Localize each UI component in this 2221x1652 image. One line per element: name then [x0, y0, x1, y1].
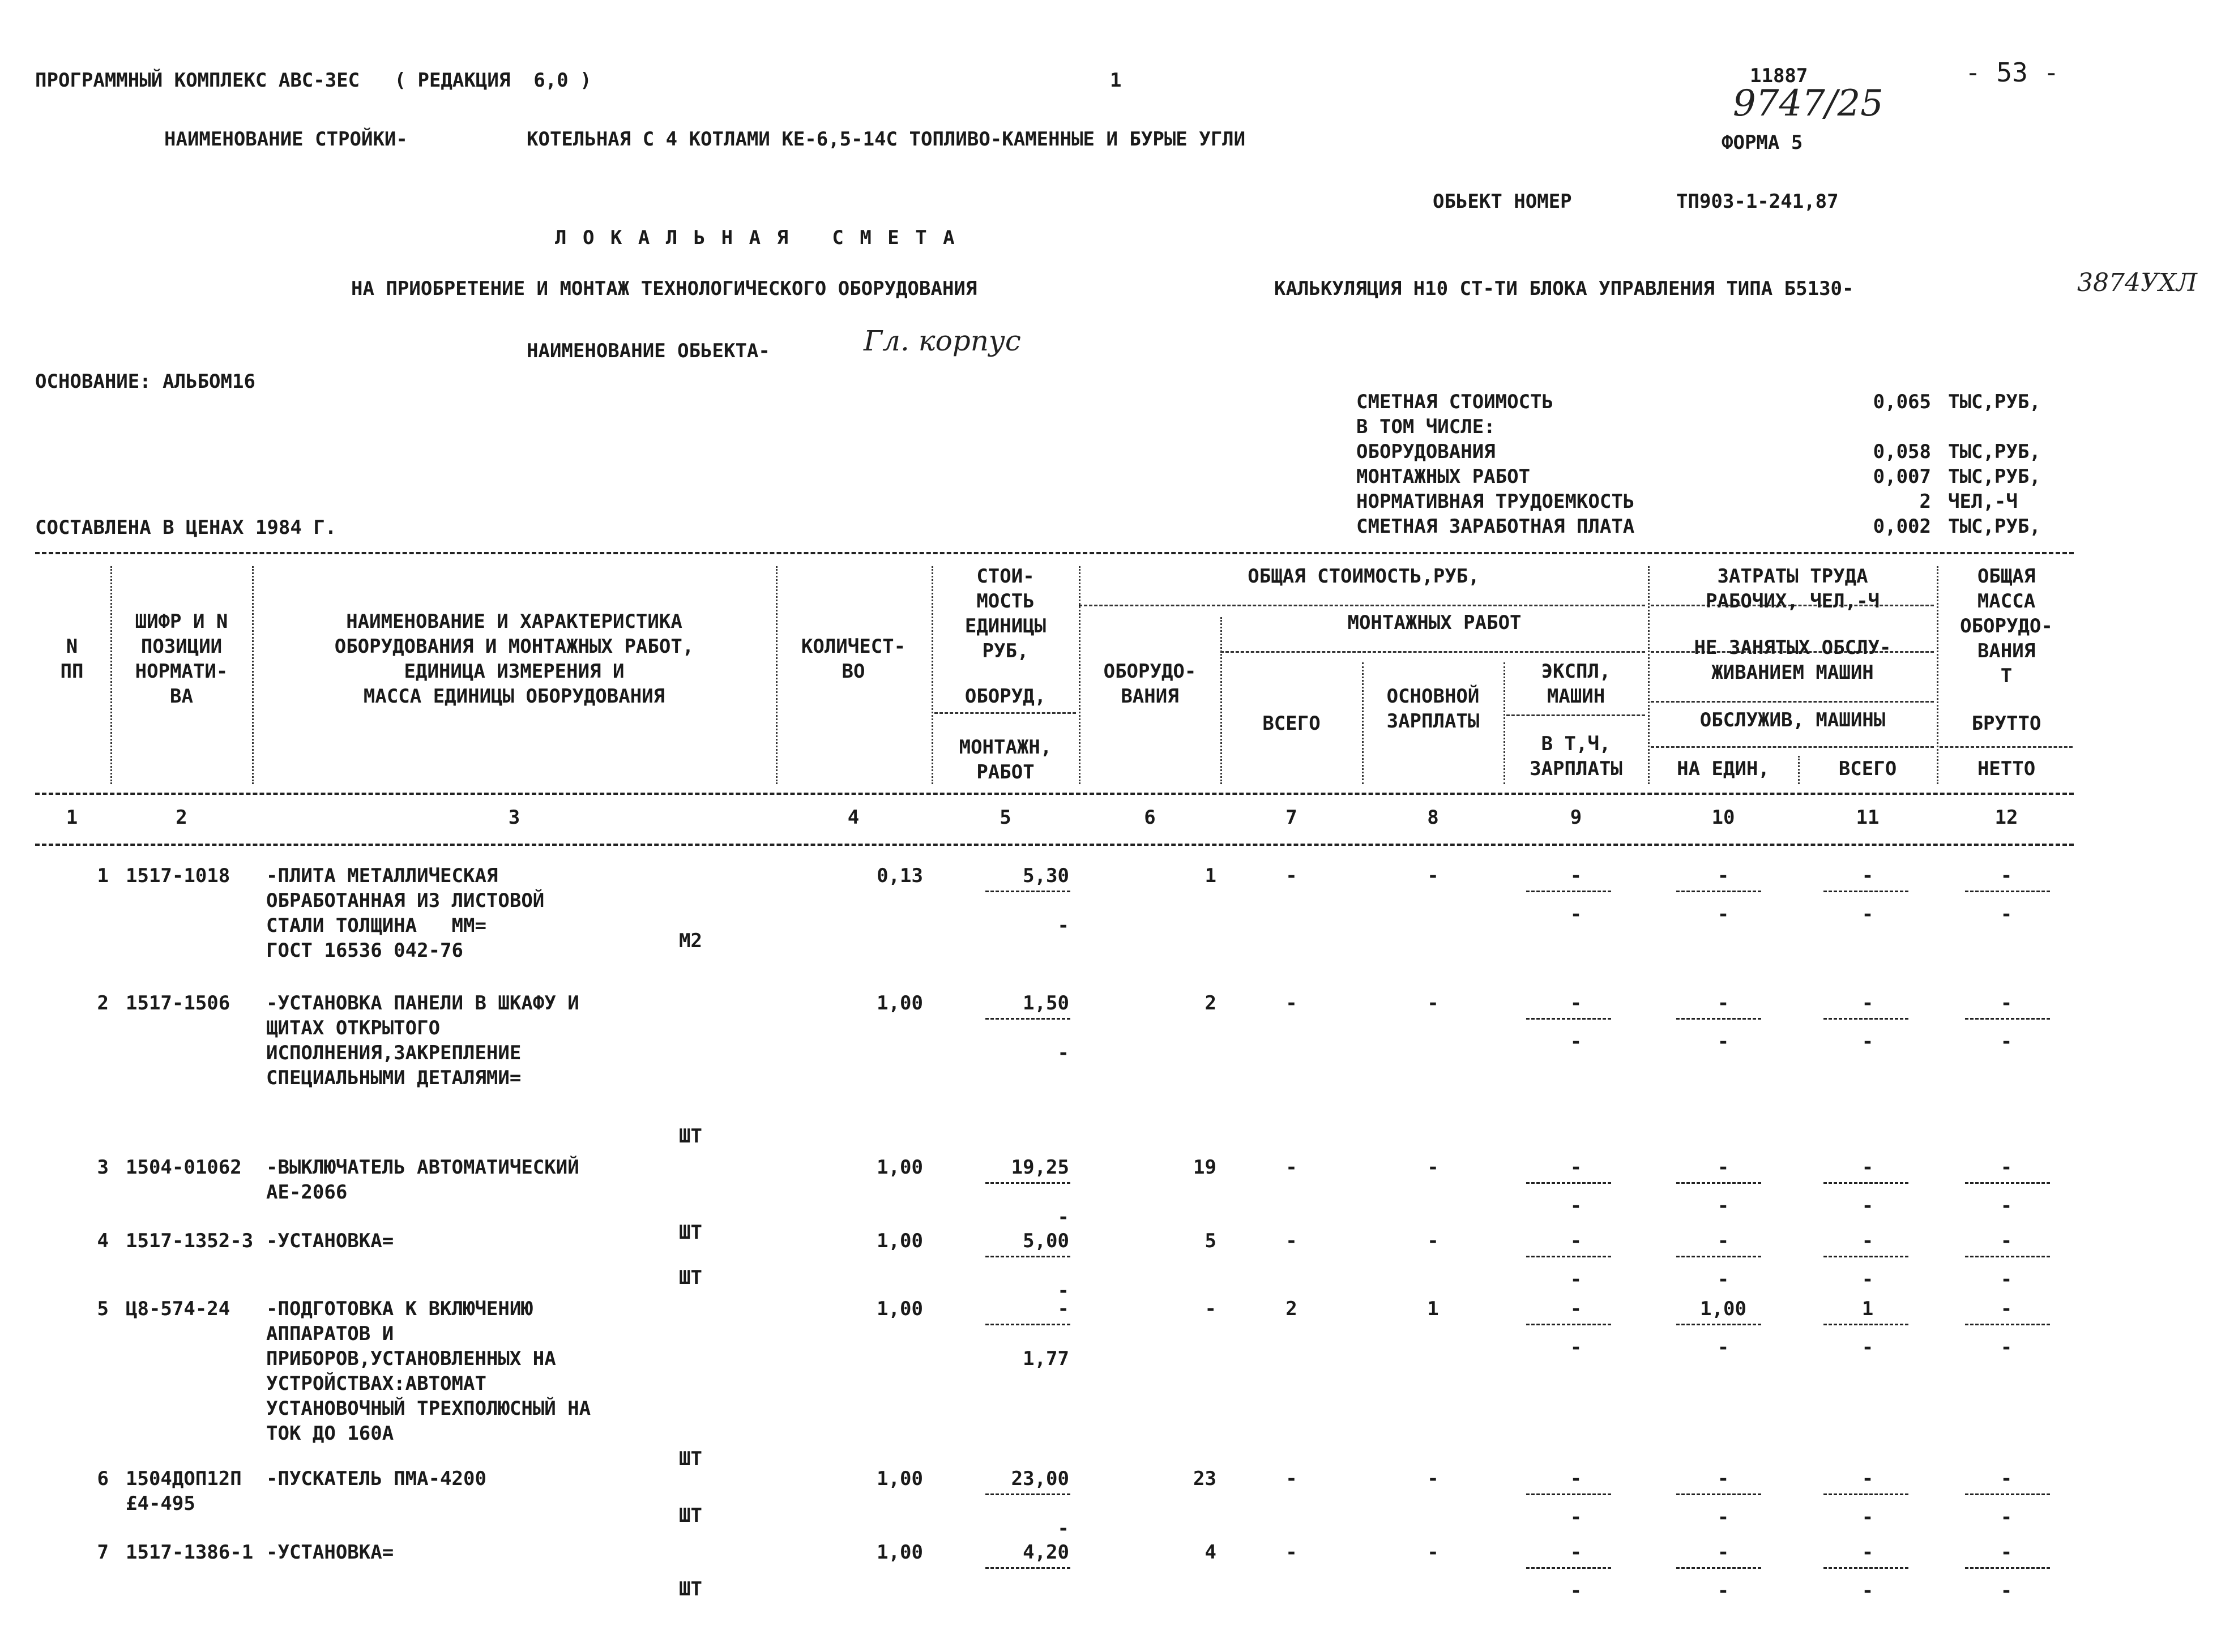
row-mass-gross: -: [2000, 1156, 2013, 1179]
row-total-equipment: 2: [1205, 992, 1216, 1015]
row-machines: -: [1570, 1541, 1582, 1564]
form-label: ФОРМА 5: [1722, 131, 1803, 154]
header-col-5-top: СТОИ- МОСТЬ ЕДИНИЦЫ РУБ,: [964, 565, 1047, 662]
cell-divider: [1676, 1567, 1761, 1569]
row-labor-per-unit: -: [1717, 864, 1729, 887]
row-name: -ПЛИТА МЕТАЛЛИЧЕСКАЯ ОБРАБОТАННАЯ ИЗ ЛИСТОВОЙ СТАЛИ ТОЛЩИНА ММ= ГОСТ 16536 042-76: [266, 864, 545, 962]
column-separator: [1220, 617, 1222, 784]
row-unit: ШТ: [679, 1578, 702, 1600]
cell-divider: [985, 1324, 1070, 1325]
row-name: -УСТАНОВКА=: [266, 1230, 394, 1252]
header-col-2: ШИФР И N ПОЗИЦИИ НОРМАТИ- ВА: [135, 610, 228, 708]
column-number: 8: [1427, 806, 1439, 829]
row-code: 1517-1352-3: [126, 1230, 254, 1252]
row-mounting-total: -: [1285, 1156, 1297, 1179]
row-labor-per-unit-machine: -: [1717, 1336, 1729, 1359]
cell-divider: [1676, 1018, 1761, 1020]
cell-divider: [1965, 1256, 2050, 1257]
cell-divider: [1526, 1324, 1611, 1325]
row-labor-per-unit-machine: -: [1717, 1268, 1729, 1291]
row-total-equipment: 4: [1205, 1541, 1216, 1564]
row-unit-price-equipment: 4,20: [1023, 1541, 1069, 1564]
row-machines: -: [1570, 1467, 1582, 1490]
header-subrule: [1079, 605, 1645, 606]
row-total-equipment: 19: [1193, 1156, 1216, 1179]
row-machines-salary: -: [1570, 1336, 1582, 1359]
row-total-equipment: 1: [1205, 864, 1216, 887]
row-base-salary: -: [1427, 992, 1439, 1015]
header-col-10: НА ЕДИН,: [1677, 757, 1770, 780]
summary-unit: ТЫС,РУБ,: [1948, 391, 2041, 413]
row-unit-price-equipment: 23,00: [1011, 1467, 1069, 1490]
row-labor-total-machine: -: [1861, 1030, 1874, 1053]
row-labor-per-unit: -: [1717, 1541, 1729, 1564]
row-unit-price-mounting: -: [1057, 1517, 1069, 1540]
row-quantity: 1,00: [877, 1298, 923, 1320]
summary-label: СМЕТНАЯ ЗАРАБОТНАЯ ПЛАТА: [1356, 515, 1635, 538]
cell-divider: [1823, 1182, 1908, 1184]
row-unit-price-equipment: -: [1057, 1298, 1069, 1320]
header-col-5-mid: ОБОРУД,: [964, 685, 1047, 708]
cell-divider: [1676, 1256, 1761, 1257]
row-machines-salary: -: [1570, 1580, 1582, 1602]
header-col-9-top: ЭКСПЛ, МАШИН: [1541, 660, 1611, 708]
row-number: 5: [97, 1298, 109, 1320]
column-number: 3: [508, 806, 520, 829]
object-number-label: ОБЬЕКТ НОМЕР: [1433, 190, 1572, 213]
cell-divider: [1526, 1493, 1611, 1495]
row-unit-price-equipment: 5,30: [1023, 864, 1069, 887]
row-unit-price-equipment: 1,50: [1023, 992, 1069, 1015]
row-mounting-total: -: [1285, 864, 1297, 887]
row-machines-salary: -: [1570, 1506, 1582, 1529]
row-mass-net: -: [2000, 1268, 2013, 1291]
row-unit: М2: [679, 930, 702, 952]
summary-value: 0,058: [1873, 440, 1931, 463]
header-col-9-bot: В Т,Ч, ЗАРПЛАТЫ: [1530, 733, 1622, 780]
cell-divider: [1526, 891, 1611, 892]
row-mounting-total: -: [1285, 1467, 1297, 1490]
cell-divider: [1526, 1018, 1611, 1020]
row-mass-net: -: [2000, 1195, 2013, 1217]
header-col-12-top: ОБЩАЯ МАССА ОБОРУДО- ВАНИЯ Т: [1960, 565, 2053, 687]
summary-value: 0,007: [1873, 465, 1931, 488]
row-quantity: 1,00: [877, 1156, 923, 1179]
row-unit-price-mounting: -: [1057, 1206, 1069, 1229]
row-unit: ШТ: [679, 1504, 702, 1527]
row-name: -ВЫКЛЮЧАТЕЛЬ АВТОМАТИЧЕСКИЙ АЕ-2066: [266, 1156, 579, 1204]
row-labor-total: -: [1861, 1541, 1874, 1564]
cell-divider: [1965, 1567, 2050, 1569]
object-number: ТП903-1-241,87: [1676, 190, 1839, 213]
cell-divider: [1676, 1324, 1761, 1325]
cell-divider: [985, 1182, 1070, 1184]
row-mass-net: -: [2000, 903, 2013, 926]
summary-label: СМЕТНАЯ СТОИМОСТЬ: [1356, 391, 1553, 413]
row-machines: -: [1570, 1298, 1582, 1320]
header-col-5-bot: МОНТАЖН, РАБОТ: [959, 736, 1052, 784]
header-col-8: ОСНОВНОЙ ЗАРПЛАТЫ: [1386, 685, 1480, 733]
header-group-labor: ЗАТРАТЫ ТРУДА РАБОЧИХ, ЧЕЛ,-Ч: [1705, 565, 1880, 613]
row-code: 1504-01062: [126, 1156, 242, 1179]
price-basis-line: СОСТАВЛЕНА В ЦЕНАХ 1984 Г.: [35, 516, 337, 539]
row-labor-total-machine: -: [1861, 1506, 1874, 1529]
row-unit: ШТ: [679, 1221, 702, 1244]
cell-divider: [1526, 1182, 1611, 1184]
sheet-number: 1: [1110, 69, 1122, 92]
header-col-12-bot: НЕТТО: [1977, 757, 2036, 780]
row-quantity: 1,00: [877, 992, 923, 1015]
header-col-1: N ПП: [60, 635, 84, 683]
row-labor-per-unit: -: [1717, 1467, 1729, 1490]
header-col-12-mid: БРУТТО: [1971, 712, 2041, 735]
header-labor-sub-2: ОБСЛУЖИВ, МАШИНЫ: [1699, 709, 1886, 731]
row-base-salary: -: [1427, 864, 1439, 887]
cell-divider: [1526, 1256, 1611, 1257]
document-title: Л О К А Л Ь Н А Я С М Е Т А: [555, 226, 957, 249]
cell-divider: [1676, 891, 1761, 892]
row-unit: ШТ: [679, 1448, 702, 1470]
cell-divider: [1823, 1493, 1908, 1495]
row-labor-total-machine: -: [1861, 903, 1874, 926]
row-mass-net: -: [2000, 1030, 2013, 1053]
row-unit: ШТ: [679, 1125, 702, 1148]
row-code: 1517-1018: [126, 864, 230, 887]
row-labor-total: 1: [1861, 1298, 1874, 1320]
row-labor-per-unit: -: [1717, 1156, 1729, 1179]
page-number: - 53 -: [1965, 57, 2060, 88]
construction-name: КОТЕЛЬНАЯ С 4 КОТЛАМИ КЕ-6,5-14С ТОПЛИВО-КАМЕННЫЕ И БУРЫЕ УГЛИ: [527, 128, 1246, 151]
row-name: -ПУСКАТЕЛЬ ПМА-4200: [266, 1467, 486, 1490]
column-number: 9: [1570, 806, 1582, 829]
cell-divider: [985, 1567, 1070, 1569]
row-labor-total: -: [1861, 992, 1874, 1015]
row-total-equipment: -: [1205, 1298, 1216, 1320]
row-base-salary: 1: [1427, 1298, 1439, 1320]
row-code: 1517-1506: [126, 992, 230, 1015]
row-labor-per-unit: -: [1717, 1230, 1729, 1252]
row-unit-price-mounting: -: [1057, 1042, 1069, 1064]
header-col-7: ВСЕГО: [1262, 712, 1321, 735]
summary-value: 0,002: [1873, 515, 1931, 538]
cell-divider: [1965, 1018, 2050, 1020]
row-labor-per-unit-machine: -: [1717, 1195, 1729, 1217]
row-mounting-total: -: [1285, 992, 1297, 1015]
column-number: 4: [847, 806, 860, 829]
row-machines-salary: -: [1570, 1195, 1582, 1217]
row-unit-price-mounting: -: [1057, 1279, 1069, 1302]
cell-divider: [1676, 1182, 1761, 1184]
program-title: ПРОГРАММНЫЙ КОМПЛЕКС АВС-3ЕС ( РЕДАКЦИЯ 6,0 ): [35, 69, 592, 92]
column-number: 5: [1000, 806, 1011, 829]
header-bottom-rule: [35, 793, 2074, 795]
cell-divider: [985, 1018, 1070, 1020]
summary-unit: ТЫС,РУБ,: [1948, 515, 2041, 538]
row-labor-total-machine: -: [1861, 1336, 1874, 1359]
row-code: 1517-1386-1: [126, 1541, 254, 1564]
summary-value: 2: [1919, 490, 1931, 513]
column-number: 7: [1285, 806, 1297, 829]
row-number: 6: [97, 1467, 109, 1490]
row-unit-price-equipment: 5,00: [1023, 1230, 1069, 1252]
row-machines-salary: -: [1570, 1268, 1582, 1291]
row-unit-price-equipment: 19,25: [1011, 1156, 1069, 1179]
row-base-salary: -: [1427, 1156, 1439, 1179]
row-name: -УСТАНОВКА ПАНЕЛИ В ШКАФУ И ЩИТАХ ОТКРЫТОГО ИСПОЛНЕНИЯ,ЗАКРЕПЛЕНИЕ СПЕЦИАЛЬНЫМИ ДЕТАЛЯМИ=: [266, 992, 579, 1089]
row-labor-per-unit-machine: -: [1717, 1506, 1729, 1529]
row-mounting-total: -: [1285, 1230, 1297, 1252]
column-number: 10: [1711, 806, 1735, 829]
row-code: 1504ДОП12П £4-495: [126, 1467, 242, 1515]
row-mass-gross: -: [2000, 1230, 2013, 1252]
row-machines: -: [1570, 864, 1582, 887]
row-base-salary: -: [1427, 1230, 1439, 1252]
row-number: 4: [97, 1230, 109, 1252]
column-number: 1: [66, 806, 78, 829]
row-machines-salary: -: [1570, 1030, 1582, 1053]
header-subrule: [1940, 746, 2073, 748]
cell-divider: [1823, 1256, 1908, 1257]
row-mounting-total: -: [1285, 1541, 1297, 1564]
row-total-equipment: 5: [1205, 1230, 1216, 1252]
row-machines: -: [1570, 1230, 1582, 1252]
handwritten-number: 9747/25: [1733, 83, 1883, 125]
row-labor-total: -: [1861, 1467, 1874, 1490]
row-quantity: 0,13: [877, 864, 923, 887]
row-labor-per-unit-machine: -: [1717, 1580, 1729, 1602]
header-subrule: [1651, 701, 1934, 703]
row-unit: ШТ: [679, 1266, 702, 1289]
row-labor-total-machine: -: [1861, 1580, 1874, 1602]
calculation-handwritten: 3874УХЛ: [2077, 268, 2197, 297]
summary-value: 0,065: [1873, 391, 1931, 413]
row-labor-per-unit: -: [1717, 992, 1729, 1015]
row-number: 2: [97, 992, 109, 1015]
row-machines: -: [1570, 992, 1582, 1015]
row-unit-price-mounting: 1,77: [1023, 1347, 1069, 1370]
row-quantity: 1,00: [877, 1230, 923, 1252]
row-name: -ПОДГОТОВКА К ВКЛЮЧЕНИЮ АППАРАТОВ И ПРИБОРОВ,УСТАНОВЛЕННЫХ НА УСТРОЙСТВАХ:АВТОМАТ УСТАНОВОЧНЫЙ ТРЕХПОЛЮСНЫЙ НА ТОК ДО 160А: [266, 1298, 591, 1445]
object-name-handwritten: Гл. корпус: [864, 324, 1021, 357]
row-name: -УСТАНОВКА=: [266, 1541, 394, 1564]
row-machines: -: [1570, 1156, 1582, 1179]
row-labor-per-unit-machine: -: [1717, 1030, 1729, 1053]
cell-divider: [1965, 1493, 2050, 1495]
cell-divider: [1823, 1567, 1908, 1569]
column-number: 12: [1994, 806, 2018, 829]
row-base-salary: -: [1427, 1467, 1439, 1490]
numbers-bottom-rule: [35, 844, 2074, 846]
row-labor-total: -: [1861, 1156, 1874, 1179]
row-total-equipment: 23: [1193, 1467, 1216, 1490]
row-labor-per-unit-machine: -: [1717, 903, 1729, 926]
object-name-label: НАИМЕНОВАНИЕ ОБЬЕКТА-: [527, 340, 770, 362]
row-mass-net: -: [2000, 1506, 2013, 1529]
summary-unit: ТЫС,РУБ,: [1948, 440, 2041, 463]
row-code: Ц8-574-24: [126, 1298, 230, 1320]
row-number: 3: [97, 1156, 109, 1179]
row-mass-gross: -: [2000, 1298, 2013, 1320]
summary-unit: ЧЕЛ,-Ч: [1948, 490, 2018, 513]
column-number: 11: [1856, 806, 1880, 829]
cell-divider: [1823, 891, 1908, 892]
column-number: 2: [176, 806, 187, 829]
cell-divider: [1823, 1324, 1908, 1325]
document-subtitle: НА ПРИОБРЕТЕНИЕ И МОНТАЖ ТЕХНОЛОГИЧЕСКОГО ОБОРУДОВАНИЯ: [351, 277, 977, 300]
calculation-label: КАЛЬКУЛЯЦИЯ Н10 СТ-ТИ БЛОКА УПРАВЛЕНИЯ ТИПА Б5130-: [1274, 277, 1854, 300]
cell-divider: [1823, 1018, 1908, 1020]
column-number: 6: [1144, 806, 1156, 829]
row-labor-total-machine: -: [1861, 1268, 1874, 1291]
cell-divider: [1965, 891, 2050, 892]
row-base-salary: -: [1427, 1541, 1439, 1564]
row-labor-per-unit: 1,00: [1700, 1298, 1746, 1320]
row-mass-gross: -: [2000, 864, 2013, 887]
cell-divider: [1676, 1493, 1761, 1495]
header-col-3: НАИМЕНОВАНИЕ И ХАРАКТЕРИСТИКА ОБОРУДОВАНИЯ И МОНТАЖНЫХ РАБОТ, ЕДИНИЦА ИЗМЕРЕНИЯ И МАССА ЕДИНИЦЫ ОБОРУДОВАНИЯ: [334, 610, 694, 708]
row-labor-total-machine: -: [1861, 1195, 1874, 1217]
cell-divider: [1526, 1567, 1611, 1569]
row-machines-salary: -: [1570, 903, 1582, 926]
header-subrule: [1651, 746, 1934, 748]
header-col-6: ОБОРУДО- ВАНИЯ: [1103, 660, 1197, 708]
summary-label: НОРМАТИВНАЯ ТРУДОЕМКОСТЬ: [1356, 490, 1635, 513]
row-mass-net: -: [2000, 1336, 2013, 1359]
cell-divider: [1965, 1324, 2050, 1325]
header-group-total: ОБЩАЯ СТОИМОСТЬ,РУБ,: [1248, 565, 1480, 588]
document-number: 11887: [1750, 65, 1808, 87]
cell-divider: [1965, 1182, 2050, 1184]
row-quantity: 1,00: [877, 1541, 923, 1564]
cell-divider: [985, 1493, 1070, 1495]
row-number: 1: [97, 864, 109, 887]
row-mass-net: -: [2000, 1580, 2013, 1602]
header-col-11: ВСЕГО: [1838, 757, 1897, 780]
header-subrule: [1506, 714, 1645, 716]
cell-divider: [985, 891, 1070, 892]
table-top-rule: [35, 552, 2074, 554]
construction-label: НАИМЕНОВАНИЕ СТРОЙКИ-: [164, 128, 408, 151]
row-mass-gross: -: [2000, 1467, 2013, 1490]
row-mass-gross: -: [2000, 992, 2013, 1015]
header-labor-sub-1: НЕ ЗАНЯТЫХ ОБСЛУ- ЖИВАНИЕМ МАШИН: [1694, 636, 1891, 684]
row-labor-total: -: [1861, 1230, 1874, 1252]
summary-label: В ТОМ ЧИСЛЕ:: [1356, 416, 1496, 438]
summary-label: ОБОРУДОВАНИЯ: [1356, 440, 1496, 463]
row-mass-gross: -: [2000, 1541, 2013, 1564]
header-subrule: [934, 712, 1076, 714]
header-group-mounting: МОНТАЖНЫХ РАБОТ: [1347, 611, 1522, 634]
header-subrule: [1220, 651, 1645, 653]
row-unit-price-mounting: -: [1057, 914, 1069, 937]
row-labor-total: -: [1861, 864, 1874, 887]
cell-divider: [985, 1256, 1070, 1257]
row-number: 7: [97, 1541, 109, 1564]
header-col-4: КОЛИЧЕСТ- ВО: [801, 635, 906, 683]
row-mounting-total: 2: [1285, 1298, 1297, 1320]
summary-unit: ТЫС,РУБ,: [1948, 465, 2041, 488]
row-quantity: 1,00: [877, 1467, 923, 1490]
summary-label: МОНТАЖНЫХ РАБОТ: [1356, 465, 1531, 488]
basis-line: ОСНОВАНИЕ: АЛЬБОМ16: [35, 370, 255, 393]
